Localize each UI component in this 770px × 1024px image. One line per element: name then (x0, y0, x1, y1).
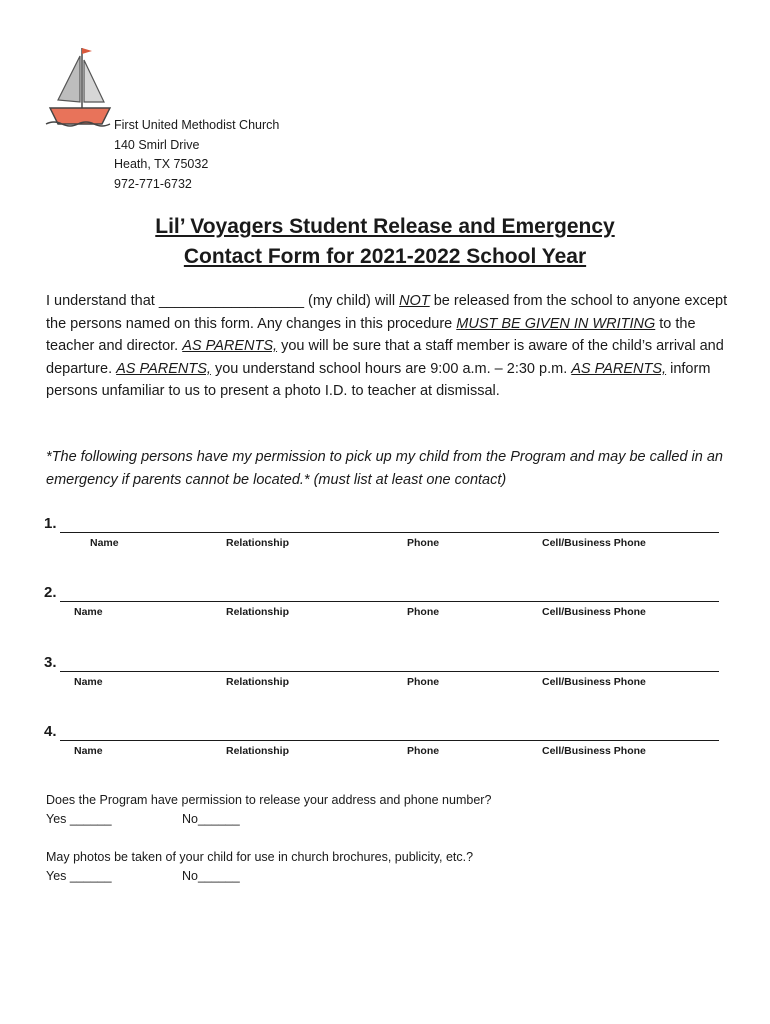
release-terms (46, 290, 736, 403)
contact-entry-line[interactable] (60, 740, 719, 741)
church-address (114, 116, 279, 194)
cell-phone-label: Cell/Business Phone (542, 676, 646, 688)
church-phone: 972-771-6732 (114, 176, 192, 191)
photo-permission-question (46, 848, 473, 886)
question-text: Does the Program have permission to release your address and phone number? (46, 793, 492, 807)
church-city: Heath, TX 75032 (114, 157, 209, 171)
contact-number: 4. (44, 723, 57, 740)
name-label: Name (90, 537, 119, 549)
contact-number: 2. (44, 584, 57, 601)
no-answer-blank[interactable]: No______ (182, 869, 240, 883)
cell-phone-label: Cell/Business Phone (542, 537, 646, 549)
relationship-label: Relationship (226, 537, 290, 549)
contact-row-1 (44, 514, 719, 554)
hull-icon (50, 108, 110, 124)
contact-number: 3. (44, 654, 57, 671)
phone-label: Phone (407, 676, 440, 688)
no-answer-blank[interactable]: No______ (182, 812, 240, 826)
terms-as-parents-3: AS PARENTS, (571, 360, 667, 377)
contact-row-3 (44, 653, 719, 693)
sailboat-icon (44, 44, 116, 130)
contact-entry-line[interactable] (60, 671, 719, 672)
phone-label: Phone (407, 537, 440, 549)
form-title-line-1: Lil’ Voyagers Student Release and Emergency (155, 215, 615, 238)
terms-not: NOT (399, 293, 430, 309)
contact-entry-line[interactable] (60, 601, 719, 602)
terms-must: MUST BE GIVEN IN WRITING (456, 315, 656, 332)
relationship-label: Relationship (226, 745, 290, 757)
yes-answer-blank[interactable]: Yes ______ (46, 812, 112, 826)
church-street: 140 Smirl Drive (114, 137, 200, 152)
terms-text-3: to the teacher and director. (46, 315, 696, 354)
contact-row-4 (44, 722, 719, 762)
relationship-label: Relationship (226, 606, 290, 618)
form-title-line-2: Contact Form for 2021-2022 School Year (183, 245, 587, 268)
terms-text-2: be released from the school to anyone except the persons named on this form. Any changes in this procedure (46, 293, 728, 332)
question-text: May photos be taken of your child for use in church brochures, publicity, etc.? (46, 850, 474, 864)
contact-row-2 (44, 583, 719, 623)
contact-number: 1. (44, 515, 57, 532)
phone-label: Phone (407, 745, 440, 757)
cell-phone-label: Cell/Business Phone (542, 606, 646, 618)
phone-label: Phone (407, 606, 440, 618)
terms-as-parents-2: AS PARENTS, (116, 360, 211, 377)
name-label: Name (74, 676, 103, 688)
yes-answer-blank[interactable]: Yes ______ (46, 869, 112, 883)
sail-left-icon (58, 56, 80, 102)
relationship-label: Relationship (226, 676, 290, 688)
terms-text-5: you understand school hours are 9:00 a.m. – 2:30 p.m. (210, 360, 572, 377)
form-title (0, 212, 770, 272)
church-name: First United Methodist Church (114, 118, 280, 132)
cell-phone-label: Cell/Business Phone (542, 745, 646, 757)
sail-right-icon (84, 60, 104, 102)
terms-as-parents-1: AS PARENTS, (182, 338, 278, 354)
name-label: Name (74, 606, 103, 618)
terms-text-4: you will be sure that a staff member is aware of the child’s arrival and departure. (46, 338, 724, 377)
address-release-question (46, 791, 491, 829)
terms-text-1: I understand that __________________ (my child) will (46, 293, 400, 309)
name-label: Name (74, 745, 103, 757)
terms-text-6: inform persons unfamiliar to us to present a photo I.D. to teacher at dismissal. (46, 360, 711, 399)
permission-statement: *The following persons have my permission to pick up my child from the Program and may be called in an emergency if parents cannot be located.* (must list at least one contact) (46, 449, 723, 488)
contact-entry-line[interactable] (60, 532, 719, 533)
flag-icon (82, 48, 92, 54)
